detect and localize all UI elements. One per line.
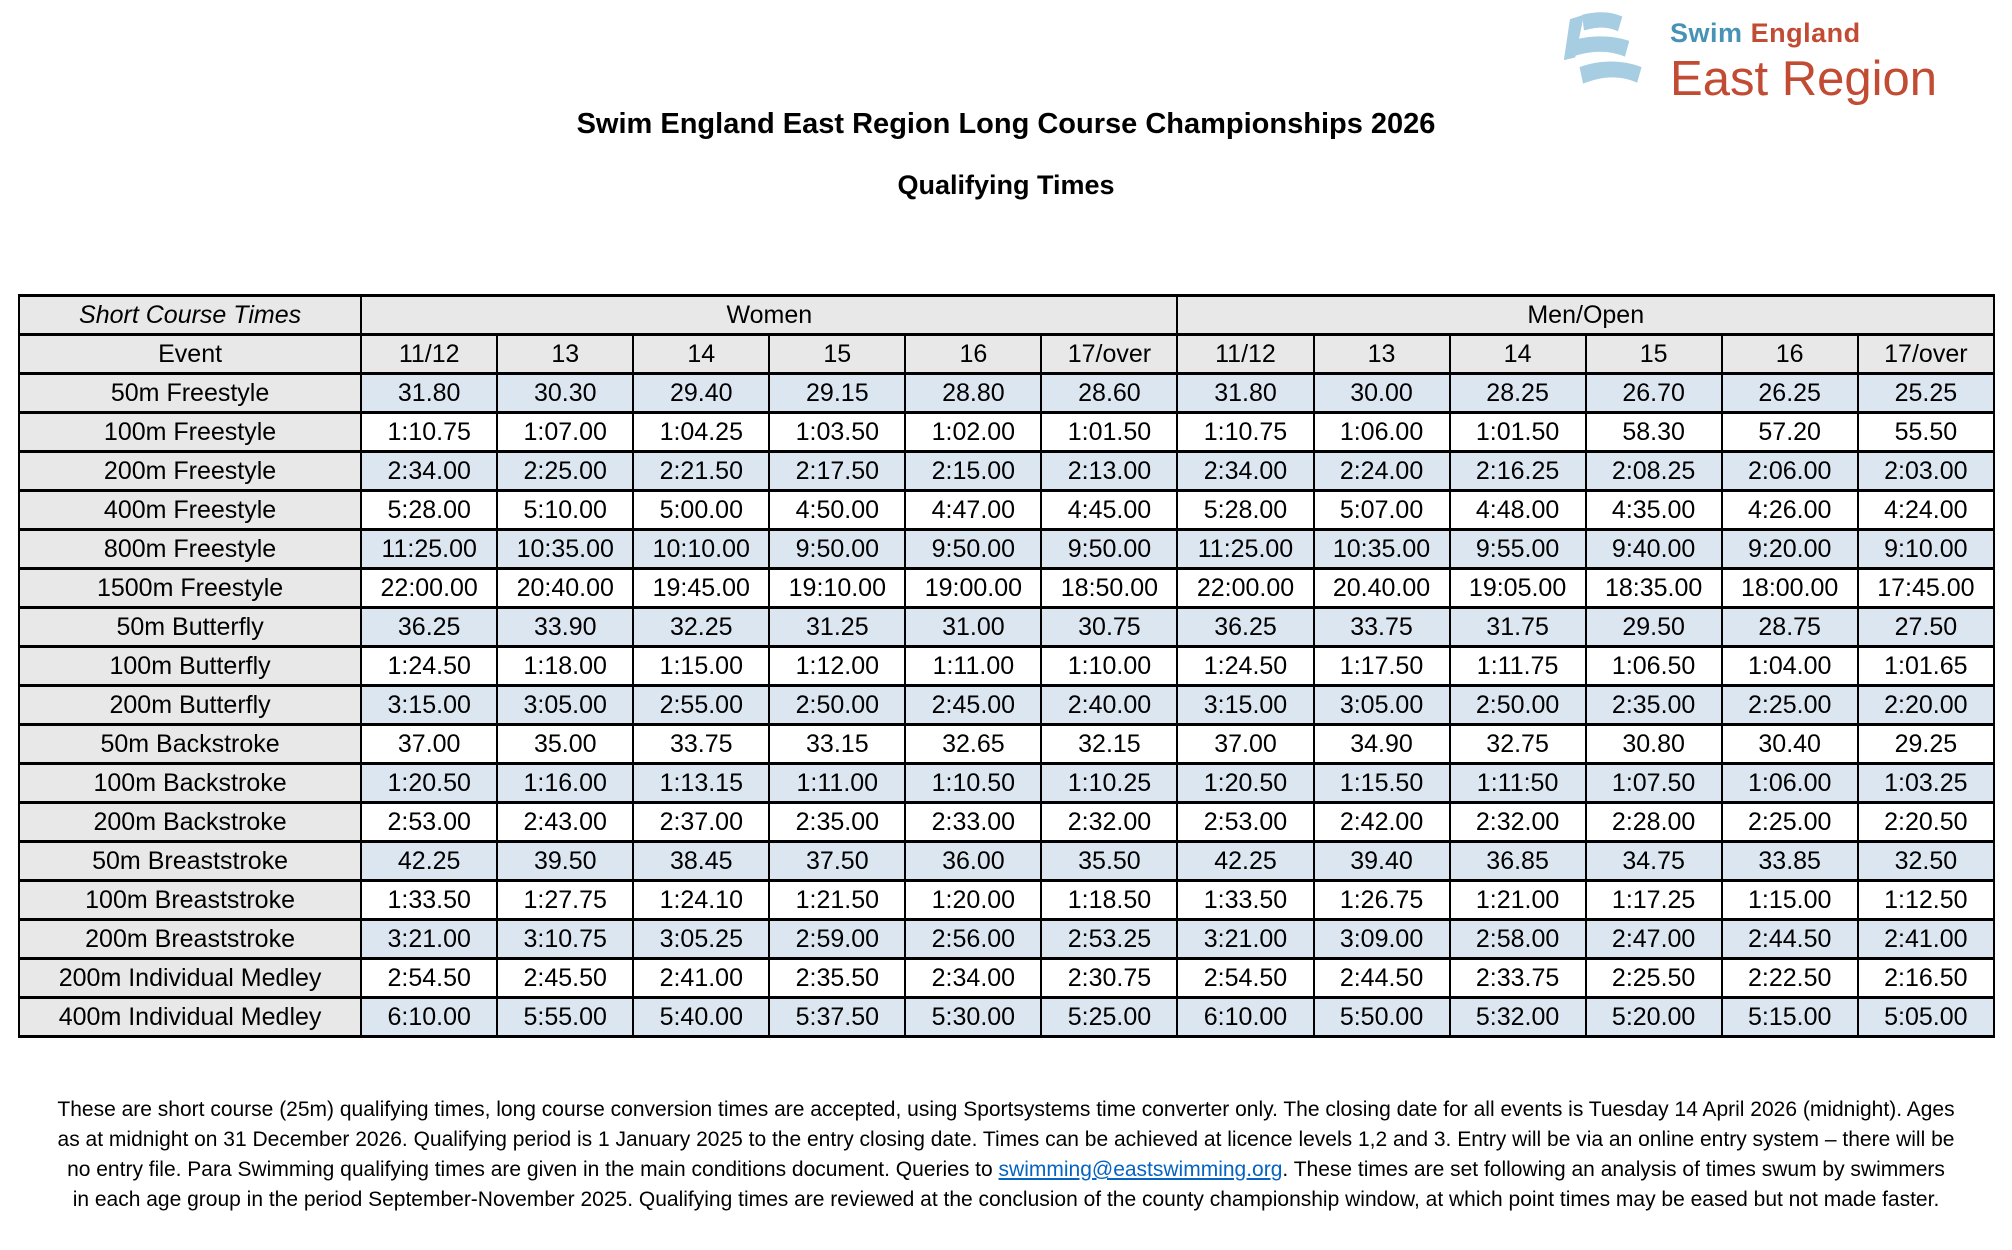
table-row	[19, 530, 1994, 569]
time-cell: 2:06.00	[1722, 452, 1858, 491]
time-cell: 3:10.75	[497, 920, 633, 959]
qualifying-times-table	[18, 294, 1995, 1038]
time-cell: 4:47.00	[905, 491, 1041, 530]
time-cell: 2:25.50	[1586, 959, 1722, 998]
time-cell: 3:15.00	[361, 686, 497, 725]
time-cell: 31.25	[769, 608, 905, 647]
time-cell: 27.50	[1858, 608, 1994, 647]
time-cell: 10:35.00	[1314, 530, 1450, 569]
time-cell: 2:59.00	[769, 920, 905, 959]
table-row	[19, 920, 1994, 959]
time-cell: 5:32.00	[1450, 998, 1586, 1037]
time-cell: 1:12.00	[769, 647, 905, 686]
time-cell: 2:33.00	[905, 803, 1041, 842]
time-cell: 33.75	[1314, 608, 1450, 647]
time-cell: 1:26.75	[1314, 881, 1450, 920]
time-cell: 32.15	[1041, 725, 1177, 764]
time-cell: 2:34.00	[905, 959, 1041, 998]
table-row	[19, 569, 1994, 608]
time-cell: 1:24.50	[1177, 647, 1313, 686]
time-cell: 9:20.00	[1722, 530, 1858, 569]
age-header-men-15: 15	[1586, 335, 1722, 374]
time-cell: 42.25	[361, 842, 497, 881]
time-cell: 31.80	[1177, 374, 1313, 413]
table-row	[19, 881, 1994, 920]
time-cell: 2:25.00	[497, 452, 633, 491]
time-cell: 2:25.00	[1722, 686, 1858, 725]
time-cell: 2:15.00	[905, 452, 1041, 491]
time-cell: 1:21.00	[1450, 881, 1586, 920]
time-cell: 10:35.00	[497, 530, 633, 569]
event-name-cell: 200m Freestyle	[19, 452, 361, 491]
age-header-men-16: 16	[1722, 335, 1858, 374]
time-cell: 2:35.00	[769, 803, 905, 842]
time-cell: 1:12.50	[1858, 881, 1994, 920]
time-cell: 32.25	[633, 608, 769, 647]
swim-england-waves-icon	[1556, 10, 1652, 98]
time-cell: 2:34.00	[361, 452, 497, 491]
time-cell: 2:43.00	[497, 803, 633, 842]
conditions-paragraph	[56, 1095, 1956, 1215]
time-cell: 37.00	[361, 725, 497, 764]
time-cell: 1:02.00	[905, 413, 1041, 452]
time-cell: 1:06.50	[1586, 647, 1722, 686]
time-cell: 28.25	[1450, 374, 1586, 413]
time-cell: 28.75	[1722, 608, 1858, 647]
age-header-men-13: 13	[1314, 335, 1450, 374]
time-cell: 1:20.00	[905, 881, 1041, 920]
time-cell: 2:24.00	[1314, 452, 1450, 491]
age-header-women-13: 13	[497, 335, 633, 374]
time-cell: 11:25.00	[361, 530, 497, 569]
time-cell: 2:44.50	[1314, 959, 1450, 998]
time-cell: 37.50	[769, 842, 905, 881]
time-cell: 36.25	[1177, 608, 1313, 647]
time-cell: 1:13.15	[633, 764, 769, 803]
time-cell: 26.25	[1722, 374, 1858, 413]
page-title: Swim England East Region Long Course Championships 2026	[576, 108, 1436, 140]
table-row	[19, 998, 1994, 1037]
time-cell: 1:20.50	[1177, 764, 1313, 803]
time-cell: 1:10.50	[905, 764, 1041, 803]
time-cell: 38.45	[633, 842, 769, 881]
time-cell: 1:24.50	[361, 647, 497, 686]
time-cell: 17:45.00	[1858, 569, 1994, 608]
time-cell: 2:28.00	[1586, 803, 1722, 842]
time-cell: 4:24.00	[1858, 491, 1994, 530]
table-row	[19, 803, 1994, 842]
event-name-cell: 800m Freestyle	[19, 530, 361, 569]
table-row	[19, 764, 1994, 803]
time-cell: 31.75	[1450, 608, 1586, 647]
event-name-cell: 200m Individual Medley	[19, 959, 361, 998]
time-cell: 2:40.00	[1041, 686, 1177, 725]
time-cell: 9:50.00	[905, 530, 1041, 569]
time-cell: 36.85	[1450, 842, 1586, 881]
logo-word-england: England	[1750, 18, 1861, 48]
time-cell: 1:15.00	[633, 647, 769, 686]
time-cell: 55.50	[1858, 413, 1994, 452]
time-cell: 5:37.50	[769, 998, 905, 1037]
time-cell: 2:50.00	[1450, 686, 1586, 725]
age-header-row	[19, 335, 1994, 374]
time-cell: 30.80	[1586, 725, 1722, 764]
table-row	[19, 725, 1994, 764]
time-cell: 5:40.00	[633, 998, 769, 1037]
time-cell: 2:35.50	[769, 959, 905, 998]
time-cell: 1:21.50	[769, 881, 905, 920]
time-cell: 2:21.50	[633, 452, 769, 491]
time-cell: 2:53.00	[361, 803, 497, 842]
age-header-women-11-12: 11/12	[361, 335, 497, 374]
time-cell: 1:04.00	[1722, 647, 1858, 686]
time-cell: 2:22.50	[1722, 959, 1858, 998]
time-cell: 32.50	[1858, 842, 1994, 881]
time-cell: 5:30.00	[905, 998, 1041, 1037]
time-cell: 5:55.00	[497, 998, 633, 1037]
time-cell: 2:13.00	[1041, 452, 1177, 491]
logo-word-swim: Swim	[1670, 18, 1743, 48]
event-name-cell: 50m Backstroke	[19, 725, 361, 764]
time-cell: 2:16.25	[1450, 452, 1586, 491]
time-cell: 1:10.75	[361, 413, 497, 452]
time-cell: 6:10.00	[1177, 998, 1313, 1037]
time-cell: 2:32.00	[1041, 803, 1177, 842]
time-cell: 2:37.00	[633, 803, 769, 842]
time-cell: 2:03.00	[1858, 452, 1994, 491]
event-name-cell: 200m Breaststroke	[19, 920, 361, 959]
time-cell: 1:33.50	[361, 881, 497, 920]
time-cell: 3:15.00	[1177, 686, 1313, 725]
time-cell: 2:33.75	[1450, 959, 1586, 998]
time-cell: 9:50.00	[769, 530, 905, 569]
time-cell: 1:01.50	[1450, 413, 1586, 452]
time-cell: 29.15	[769, 374, 905, 413]
page-subtitle: Qualifying Times	[897, 170, 1115, 200]
event-name-cell: 50m Butterfly	[19, 608, 361, 647]
time-cell: 1:01.65	[1858, 647, 1994, 686]
time-cell: 5:10.00	[497, 491, 633, 530]
time-cell: 18:00.00	[1722, 569, 1858, 608]
time-cell: 1:07.50	[1586, 764, 1722, 803]
time-cell: 39.40	[1314, 842, 1450, 881]
event-column-header: Event	[19, 335, 361, 374]
logo-wordmark	[1670, 10, 1937, 104]
time-cell: 1:18.50	[1041, 881, 1177, 920]
time-cell: 3:09.00	[1314, 920, 1450, 959]
time-cell: 2:54.50	[361, 959, 497, 998]
time-cell: 1:18.00	[497, 647, 633, 686]
time-cell: 32.65	[905, 725, 1041, 764]
time-cell: 1:06.00	[1314, 413, 1450, 452]
time-cell: 5:50.00	[1314, 998, 1450, 1037]
event-name-cell: 1500m Freestyle	[19, 569, 361, 608]
time-cell: 33.85	[1722, 842, 1858, 881]
time-cell: 30.30	[497, 374, 633, 413]
table-row	[19, 374, 1994, 413]
time-cell: 3:21.00	[1177, 920, 1313, 959]
time-cell: 2:53.25	[1041, 920, 1177, 959]
time-cell: 26.70	[1586, 374, 1722, 413]
time-cell: 1:20.50	[361, 764, 497, 803]
time-cell: 29.25	[1858, 725, 1994, 764]
time-cell: 4:48.00	[1450, 491, 1586, 530]
age-header-men-14: 14	[1450, 335, 1586, 374]
time-cell: 1:11.00	[769, 764, 905, 803]
table-row	[19, 686, 1994, 725]
time-cell: 1:11.00	[905, 647, 1041, 686]
event-name-cell: 100m Backstroke	[19, 764, 361, 803]
time-cell: 9:10.00	[1858, 530, 1994, 569]
time-cell: 35.50	[1041, 842, 1177, 881]
time-cell: 2:58.00	[1450, 920, 1586, 959]
table-row	[19, 413, 1994, 452]
time-cell: 5:07.00	[1314, 491, 1450, 530]
time-cell: 2:44.50	[1722, 920, 1858, 959]
time-cell: 2:53.00	[1177, 803, 1313, 842]
time-cell: 5:15.00	[1722, 998, 1858, 1037]
table-row	[19, 842, 1994, 881]
event-name-cell: 50m Freestyle	[19, 374, 361, 413]
time-cell: 30.75	[1041, 608, 1177, 647]
time-cell: 2:30.75	[1041, 959, 1177, 998]
time-cell: 1:16.00	[497, 764, 633, 803]
time-cell: 4:26.00	[1722, 491, 1858, 530]
time-cell: 3:05.25	[633, 920, 769, 959]
table-row	[19, 959, 1994, 998]
age-header-men-17-over: 17/over	[1858, 335, 1994, 374]
time-cell: 1:15.00	[1722, 881, 1858, 920]
time-cell: 2:17.50	[769, 452, 905, 491]
table-row	[19, 608, 1994, 647]
time-cell: 1:24.10	[633, 881, 769, 920]
time-cell: 36.25	[361, 608, 497, 647]
time-cell: 33.90	[497, 608, 633, 647]
time-cell: 22:00.00	[1177, 569, 1313, 608]
time-cell: 19:45.00	[633, 569, 769, 608]
group-header-women: Women	[361, 296, 1177, 335]
time-cell: 18:35.00	[1586, 569, 1722, 608]
time-cell: 32.75	[1450, 725, 1586, 764]
time-cell: 2:54.50	[1177, 959, 1313, 998]
time-cell: 39.50	[497, 842, 633, 881]
event-name-cell: 200m Butterfly	[19, 686, 361, 725]
time-cell: 1:15.50	[1314, 764, 1450, 803]
time-cell: 1:33.50	[1177, 881, 1313, 920]
time-cell: 5:25.00	[1041, 998, 1177, 1037]
time-cell: 2:35.00	[1586, 686, 1722, 725]
time-cell: 4:45.00	[1041, 491, 1177, 530]
time-cell: 2:20.00	[1858, 686, 1994, 725]
event-name-cell: 100m Butterfly	[19, 647, 361, 686]
time-cell: 2:08.25	[1586, 452, 1722, 491]
time-cell: 5:00.00	[633, 491, 769, 530]
time-cell: 2:41.00	[633, 959, 769, 998]
swim-england-east-region-logo	[1556, 10, 1937, 104]
age-header-men-11-12: 11/12	[1177, 335, 1313, 374]
time-cell: 2:32.00	[1450, 803, 1586, 842]
time-cell: 31.00	[905, 608, 1041, 647]
group-header-men-open: Men/Open	[1177, 296, 1994, 335]
time-cell: 33.75	[633, 725, 769, 764]
event-name-cell: 400m Freestyle	[19, 491, 361, 530]
table-row	[19, 452, 1994, 491]
time-cell: 58.30	[1586, 413, 1722, 452]
time-cell: 4:35.00	[1586, 491, 1722, 530]
time-cell: 2:47.00	[1586, 920, 1722, 959]
time-cell: 57.20	[1722, 413, 1858, 452]
event-name-cell: 200m Backstroke	[19, 803, 361, 842]
age-header-women-16: 16	[905, 335, 1041, 374]
time-cell: 5:28.00	[361, 491, 497, 530]
time-cell: 1:27.75	[497, 881, 633, 920]
email-link[interactable]: swimming@eastswimming.org	[998, 1158, 1283, 1181]
group-header-row	[19, 296, 1994, 335]
time-cell: 42.25	[1177, 842, 1313, 881]
time-cell: 1:06.00	[1722, 764, 1858, 803]
time-cell: 37.00	[1177, 725, 1313, 764]
time-cell: 5:28.00	[1177, 491, 1313, 530]
time-cell: 19:10.00	[769, 569, 905, 608]
time-cell: 25.25	[1858, 374, 1994, 413]
time-cell: 1:11:50	[1450, 764, 1586, 803]
time-cell: 34.75	[1586, 842, 1722, 881]
time-cell: 20.40.00	[1314, 569, 1450, 608]
time-cell: 11:25.00	[1177, 530, 1313, 569]
time-cell: 2:20.50	[1858, 803, 1994, 842]
age-header-women-14: 14	[633, 335, 769, 374]
time-cell: 6:10.00	[361, 998, 497, 1037]
time-cell: 18:50.00	[1041, 569, 1177, 608]
table-row	[19, 647, 1994, 686]
time-cell: 1:03.25	[1858, 764, 1994, 803]
time-cell: 29.40	[633, 374, 769, 413]
time-cell: 19:00.00	[905, 569, 1041, 608]
table-row	[19, 491, 1994, 530]
time-cell: 2:55.00	[633, 686, 769, 725]
time-cell: 3:05.00	[497, 686, 633, 725]
logo-brand-line	[1670, 20, 1937, 47]
time-cell: 30.40	[1722, 725, 1858, 764]
event-name-cell: 50m Breaststroke	[19, 842, 361, 881]
time-cell: 2:34.00	[1177, 452, 1313, 491]
time-cell: 9:40.00	[1586, 530, 1722, 569]
time-cell: 35.00	[497, 725, 633, 764]
logo-region-line: East Region	[1670, 52, 1937, 106]
time-cell: 28.80	[905, 374, 1041, 413]
conditions-text-after-link: . These times are set following an analysis of times swum by swimmers in each age group in the period September-November 2025. Qualifying times are reviewed at the conclusion of the county championship window, at which point times may be eased but not made faster.	[72, 1158, 1945, 1211]
time-cell: 28.60	[1041, 374, 1177, 413]
event-name-cell: 400m Individual Medley	[19, 998, 361, 1037]
time-cell: 3:21.00	[361, 920, 497, 959]
time-cell: 1:07.00	[497, 413, 633, 452]
time-cell: 36.00	[905, 842, 1041, 881]
event-name-cell: 100m Breaststroke	[19, 881, 361, 920]
time-cell: 2:42.00	[1314, 803, 1450, 842]
time-cell: 2:50.00	[769, 686, 905, 725]
time-cell: 30.00	[1314, 374, 1450, 413]
time-cell: 1:17.50	[1314, 647, 1450, 686]
age-header-women-15: 15	[769, 335, 905, 374]
time-cell: 22:00.00	[361, 569, 497, 608]
age-header-women-17-over: 17/over	[1041, 335, 1177, 374]
time-cell: 2:45.00	[905, 686, 1041, 725]
time-cell: 1:03.50	[769, 413, 905, 452]
time-cell: 3:05.00	[1314, 686, 1450, 725]
time-cell: 2:41.00	[1858, 920, 1994, 959]
time-cell: 1:11.75	[1450, 647, 1586, 686]
time-cell: 1:10.00	[1041, 647, 1177, 686]
time-cell: 9:55.00	[1450, 530, 1586, 569]
time-cell: 1:04.25	[633, 413, 769, 452]
time-cell: 33.15	[769, 725, 905, 764]
time-cell: 31.80	[361, 374, 497, 413]
event-name-cell: 100m Freestyle	[19, 413, 361, 452]
time-cell: 5:05.00	[1858, 998, 1994, 1037]
time-cell: 20:40.00	[497, 569, 633, 608]
time-cell: 19:05.00	[1450, 569, 1586, 608]
times-table-body	[19, 374, 1994, 1037]
time-cell: 2:16.50	[1858, 959, 1994, 998]
time-cell: 1:10.25	[1041, 764, 1177, 803]
time-cell: 10:10.00	[633, 530, 769, 569]
time-cell: 1:10.75	[1177, 413, 1313, 452]
time-cell: 1:01.50	[1041, 413, 1177, 452]
conditions-text-before-link: These are short course (25m) qualifying times, long course conversion times are accepted, using Sportsystems time converter only. The closing date for all events is Tuesday 14 April 2026 (midnight). Ages as at midnight on 31 December 2026. Qualifying period is 1 January 2025 to the entry closing date. Times can be achieved at licence levels 1,2 and 3. Entry will be via an online entry system – there will be no entry file. Para Swimming qualifying times are given in the main conditions document. Queries to	[57, 1098, 1955, 1181]
time-cell: 9:50.00	[1041, 530, 1177, 569]
time-cell: 2:25.00	[1722, 803, 1858, 842]
time-cell: 4:50.00	[769, 491, 905, 530]
time-cell: 29.50	[1586, 608, 1722, 647]
time-cell: 2:56.00	[905, 920, 1041, 959]
time-cell: 2:45.50	[497, 959, 633, 998]
corner-label: Short Course Times	[19, 296, 361, 335]
time-cell: 5:20.00	[1586, 998, 1722, 1037]
time-cell: 34.90	[1314, 725, 1450, 764]
time-cell: 1:17.25	[1586, 881, 1722, 920]
